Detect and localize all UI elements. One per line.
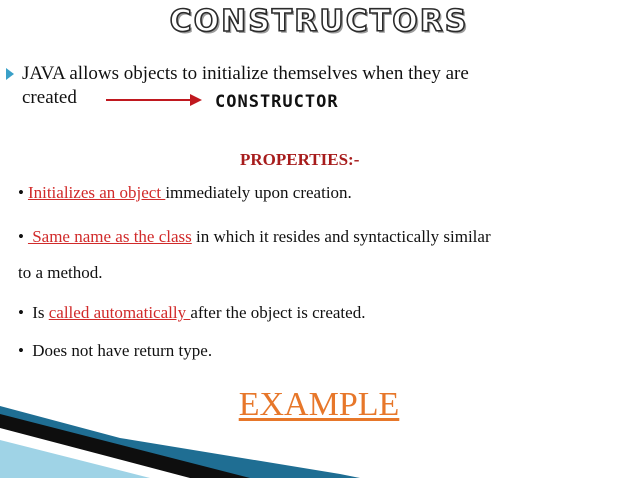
item-text: in which it resides and syntactically similar bbox=[191, 227, 491, 246]
highlight-same-name[interactable]: Same name as the class bbox=[27, 227, 192, 246]
highlight-initializes[interactable]: Initializes an object bbox=[27, 183, 166, 202]
property-item-4 bbox=[18, 340, 618, 362]
properties-heading: PROPERTIES:- bbox=[240, 150, 360, 169]
intro-line-1: JAVA allows objects to initialize themselves when they are bbox=[22, 63, 469, 84]
property-item-1 bbox=[18, 182, 618, 204]
example-link[interactable]: EXAMPLE bbox=[238, 386, 400, 423]
bullet-dot: • bbox=[18, 303, 24, 322]
constructor-label: CONSTRUCTOR bbox=[215, 92, 339, 112]
item-pre-text: Is bbox=[27, 303, 49, 322]
item-text: after the object is created. bbox=[190, 303, 366, 322]
slide-title: CONSTRUCTORS bbox=[169, 4, 469, 39]
bullet-dot: • bbox=[18, 183, 24, 202]
property-item-3 bbox=[18, 302, 618, 324]
property-item-2-continuation: to a method. bbox=[18, 263, 103, 282]
intro-line-2: created bbox=[22, 87, 77, 108]
triangle-bullet-icon bbox=[6, 68, 14, 80]
bullet-dot: • bbox=[18, 227, 24, 246]
highlight-called-automatically[interactable]: called automatically bbox=[48, 303, 191, 322]
property-item-2 bbox=[18, 226, 618, 248]
item-text: Does not have return type. bbox=[27, 341, 213, 360]
item-text: immediately upon creation. bbox=[165, 183, 352, 202]
right-arrow-icon bbox=[106, 93, 202, 107]
bullet-dot: • bbox=[18, 341, 24, 360]
